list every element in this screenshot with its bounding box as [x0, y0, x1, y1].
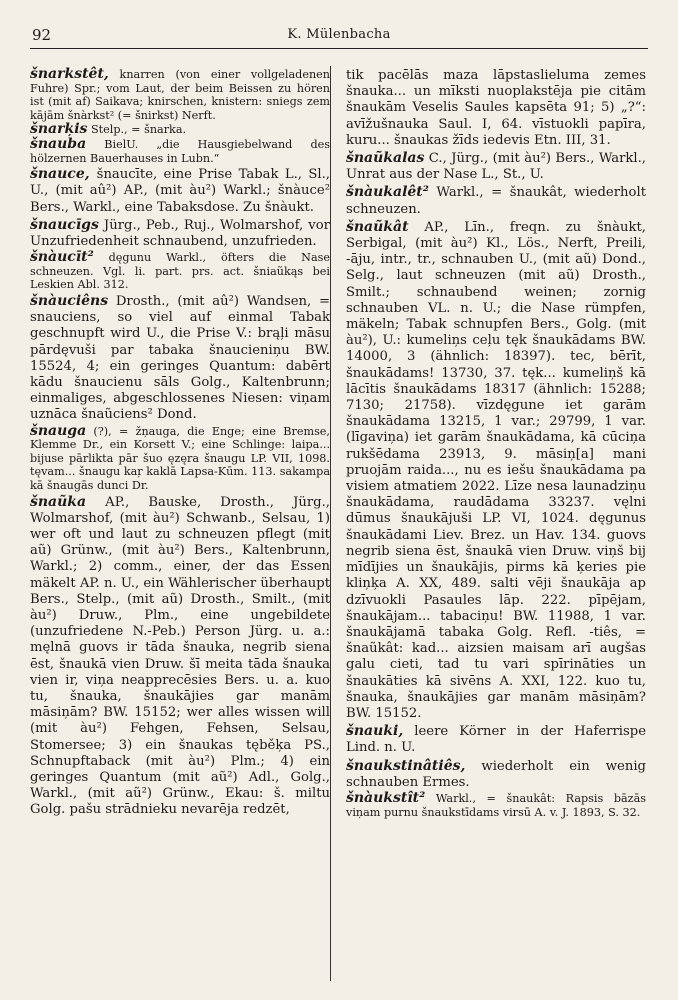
dictionary-entry — [346, 68, 646, 149]
entry-text: Drosth., (mit aû²) Wandsen, = snauciens, so viel auf einmal Tabak geschnupft wird U., die Prise V.: brąļi māsu pārdęvuši par tabaka šnaucieniņu BW. 15524, 4; ein geringes Quantum: dabērt kādu šnaucienu sāls Golg., Kaltenbrunn; einmaliges, abgeschlossenes Niesen: viņam uznāca šnaũciens² Dond. — [30, 293, 330, 423]
dictionary-entry — [30, 251, 330, 292]
entry-headword: šnàuciêns — [30, 292, 109, 309]
entry-text: šnaucīte, eine Prise Tabak L., Sl., U., (mit aû²) AP., (mit àu²) Warkl.; šnàuce² Bers., Warkl., eine Tabaksdose. Zu šnàukt. — [30, 167, 330, 215]
entry-text: leere Körner in der Haferrispe Lind. n. U. — [346, 724, 646, 756]
entry-headword: šnarkstêt, — [30, 66, 109, 82]
entry-text: C., Jürg., (mit àu²) Bers., Warkl., Unrat aus der Nase L., St., U. — [346, 151, 646, 183]
entry-headword: šnaukstinâtiês, — [346, 757, 466, 774]
entry-headword: šnaũkalas — [346, 150, 425, 167]
entry-headword: šnàucīt² — [30, 249, 94, 266]
entry-text: dęgunu Warkl., öfters die Nase schneuzen. Vgl. li. part. prs. act. šniaũkąs bei Leskien Abl. 312. — [30, 251, 330, 292]
dictionary-entry — [346, 758, 646, 791]
entry-text: Jürg., Peb., Ruj., Wolmarshof, vor Unzufriedenheit schnaubend, unzufrieden. — [30, 217, 330, 249]
dictionary-entry — [346, 789, 646, 819]
entry-headword: šnauga — [30, 422, 87, 439]
right-column — [346, 68, 646, 820]
entry-headword: šnauce, — [30, 166, 97, 183]
dictionary-entry — [346, 723, 646, 756]
entry-headword: šnaucīgs — [30, 216, 99, 233]
entry-headword: šnauba — [30, 135, 87, 152]
entry-headword: šnàukalêt² — [346, 184, 429, 201]
entry-headword: šnaũkât — [346, 218, 409, 235]
left-column — [30, 68, 330, 820]
dictionary-entry — [346, 219, 646, 722]
entry-text: BielU. „die Hausgiebelwand des hölzernen Bauerhauses in Lubn.“ — [30, 137, 330, 165]
dictionary-entry — [30, 494, 330, 819]
dictionary-entry — [346, 184, 646, 217]
dictionary-entry — [30, 217, 330, 250]
entry-headword: šnarķis — [30, 121, 88, 138]
page-number: 92 — [32, 26, 52, 44]
dictionary-entry — [30, 422, 330, 493]
entry-text: knarren (von einer vollgeladenen Fuhre) Spr.; vom Laut, der beim Beissen zu hören ist (mit af) Saikava; knirschen, knistern: sniegs zem kājām šnàrkst² (= šnirkst) Nerft. — [30, 68, 330, 122]
column-divider — [330, 66, 331, 981]
entry-text: Stelp., = šnarka. — [87, 123, 187, 137]
dictionary-entry — [30, 123, 330, 137]
entry-text: tik pacēlās maza lāpstaslieluma zemes šnauka... un mīksti nuoplakstēja pie citām šnaukām Veselis Saules kapsēta 91; 5) „?“: avīžušnauka Saul. I, 64. vīstuokli papīra, kuru... šnaukas žīds iedevis Etn. III, 31. — [346, 68, 646, 148]
entry-headword: šnaũka — [30, 493, 87, 510]
entry-text: AP., Līn., freqn. zu šnàukt, Serbigal, (mit àu²) Kl., Lös., Nerft, Preili, -āju, intr., tr., schnauben U., (mit aũ) Dond., Selg., laut schneuzen (mit aũ) Drosth., Smilt.; schnaubend weinen; zornig schnauben VL. n. U.; die Nase rümpfen, mäkeln; Tabak schnupfen Bers., Golg. (mit àu²), U.: kumeliņs ceļu tęk šnaukādams BW. 14000, 3 (ähnlich: 18397). tec, bērīt, šnaukādams! 13730, 37. tęk... kumeliņš kā lācītis šnaukādams 18317 (ähnlich: 15288; 7130; 21758). vīzdęgune iet garām šnaukādama 13215, 1 var.; 29799, 1 var. (līgaviņa) iet garām šnaukādama, kā cūciņa rukšēdama 23913, 9. māsiņ[a] mani pruojām raida..., nu es iešu šnaukādama pa visiem atmatiem 2022. Līze nesa launadziņu šnaukādama, raudādama 33237. vęlni dūmus šnaukājuši LP. VI, 1024. dęgunus šnaukādami Liev. Brez. un Hav. 134. guovs negrib siena ēst, šnaukā vien Druw. viņš bij mīdījies un šnaukājis, pirms kā ķeries pie kliņķa A. XX, 489. salti vēji šnaukāja ap dzīvuokli Pasaules lāp. 222. pīpējam, šnaukājam... tabaciņu! BW. 11988, 1 var. šnaukājamā tabaka Golg. Refl. -tiês, = šnaũkât: kad... aizsien maisam arī augšas galu cieti, tad tu vari spīrināties un šnaukāties kā sivēns A. XXI, 122. kuo tu, šnauka, šnaukājies gar manām māsiņām? BW. 15152. — [346, 219, 646, 721]
dictionary-entry — [30, 68, 330, 122]
entry-headword: šnauki, — [346, 723, 404, 740]
running-title: K. Mülenbacha — [287, 27, 391, 42]
entry-headword: šnàukstît² — [346, 789, 426, 806]
entry-text: Warkl., = šnaukât: Rapsis bāzās viņam purnu šnaukstīdams virsū A. v. J. 1893, S. 32. — [346, 791, 646, 819]
dictionary-entry — [30, 135, 330, 165]
dictionary-entry — [30, 166, 330, 216]
page-header — [30, 22, 648, 49]
entry-text: wiederholt ein wenig schnauben Ermes. — [346, 758, 646, 790]
entry-text: AP., Bauske, Drosth., Jürg., Wolmarshof, (mit àu²) Schwanb., Selsau, 1) wer oft und laut zu schneuzen pflegt (mit aũ) Grünw., (mit àu²) Bers., Kaltenbrunn, Warkl.; 2) comm., einer, der das Essen mäkelt AP. n. U., ein Wählerischer überhaupt Bers., Stelp., (mit aũ) Drosth., Smilt., (mit àu²) Druw., Plm., eine ungebildete (unzufriedene N.-Peb.) Person Jürg. u. a.: męlnā guovs ir tāda šnauka, negrib siena ēst, šnaukā vien Druw. šī meita tāda šnauka vien ir, viņa neapprecēsies Bers. u. a. kuo tu, šnauka, šnaukājies gar manām māsiņām? BW. 15152; wer alles wissen will (mit àu²) Fehgen, Fehsen, Selsau, Stomersee; 3) ein šnaukas tęběķa PS., Schnupftaback (mit àu²) Plm.; 4) ein geringes Quantum (mit aũ²) Adl., Golg., Warkl., (mit aũ²) Grünw., Ekau: š. miltu Golg. pašu strādnieku nevarēja redzēt, — [30, 494, 330, 818]
entry-text: Warkl., = šnaukât, wiederholt schneuzen. — [346, 185, 646, 217]
dictionary-entry — [346, 150, 646, 183]
dictionary-entry — [30, 293, 330, 424]
entry-text: (?), = žņauga, die Enge; eine Bremse, Klemme Dr., ein Korsett V.; eine Schlinge: laipa... bijuse pārlikta pār šuo ęzęra šnaugu LP. VII, 1098. tęvam... šnaugu kaŗ kaklā Lapsa-Kūm. 113. sakampa kā šnaugās dunci Dr. — [30, 424, 330, 492]
